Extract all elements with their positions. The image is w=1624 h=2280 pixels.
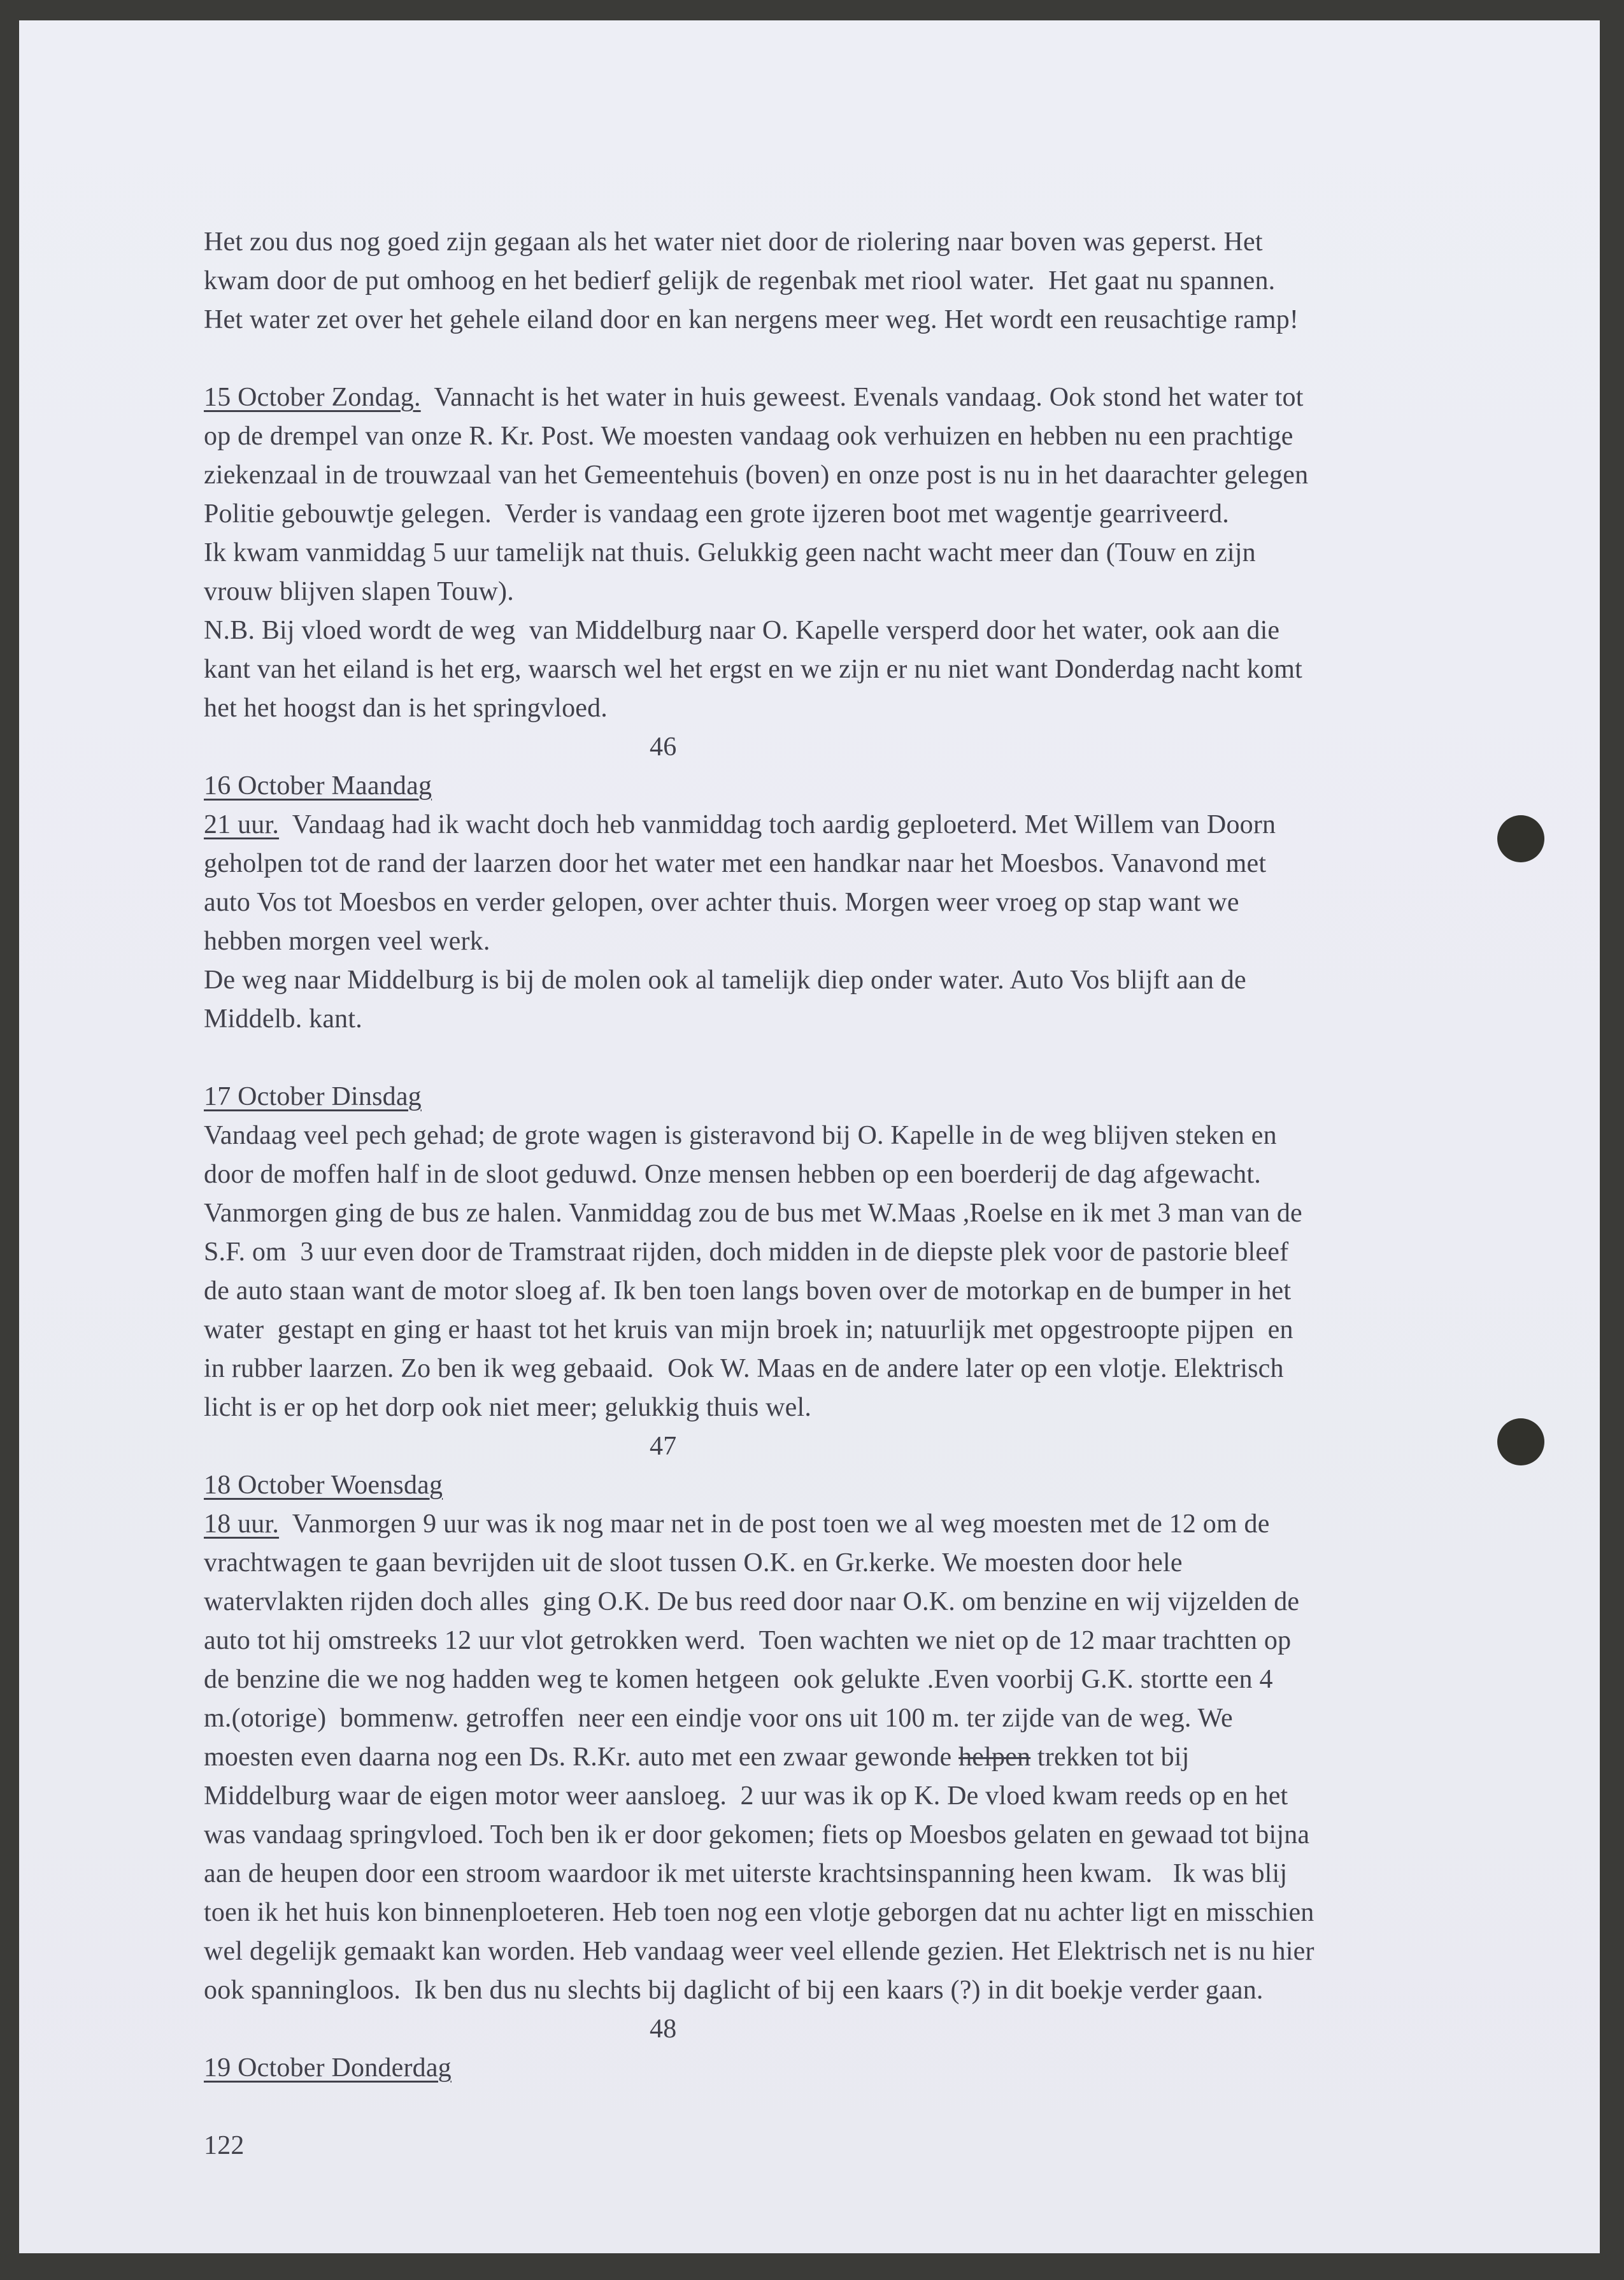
blank-line: [204, 2088, 1447, 2127]
text-segment: vrachtwagen te gaan bevrijden uit de sloot tussen O.K. en Gr.kerke. We moesten door hele: [204, 1548, 1183, 1578]
inline-page-number: [204, 1427, 1447, 1466]
text-segment: auto Vos tot Moesbos en verder gelopen, over achter thuis. Morgen weer vroeg op stap want we: [204, 888, 1239, 917]
text-segment: Middelburg waar de eigen motor weer aansloeg. 2 uur was ik op K. De vloed kwam reeds op en het: [204, 1781, 1288, 1811]
diary-line: [204, 806, 1447, 844]
text-segment: vrouw blijven slapen Touw).: [204, 577, 514, 606]
diary-line: [204, 767, 1447, 806]
diary-line: [204, 1388, 1447, 1427]
text-segment: Ik kwam vanmiddag 5 uur tamelijk nat thuis. Gelukkig geen nacht wacht meer dan (Touw en zijn: [204, 538, 1256, 567]
text-segment: Vandaag veel pech gehad; de grote wagen is gisteravond bij O. Kapelle in de weg blijven steken en: [204, 1121, 1277, 1150]
diary-line: [204, 961, 1447, 1000]
text-segment: op de drempel van onze R. Kr. Post. We moesten vandaag ook verhuizen en hebben nu een prachtige: [204, 422, 1293, 451]
diary-line: [204, 495, 1447, 534]
text-segment: Vannacht is het water in huis geweest. Evenals vandaag. Ook stond het water tot: [420, 383, 1304, 412]
diary-line: [204, 1738, 1447, 1777]
inline-page-number: [204, 728, 1447, 767]
text-segment: 48: [650, 2014, 677, 2044]
text-segment: Het water zet over het gehele eiland door en kan nergens meer weg. Het wordt een reusachtige ramp!: [204, 305, 1299, 334]
diary-line: [204, 844, 1447, 883]
diary-line: [204, 1272, 1447, 1311]
blank-line: [204, 1039, 1447, 1078]
entry-heading-underlined: 18 uur.: [204, 1509, 280, 1539]
diary-line: [204, 1855, 1447, 1893]
diary-line: [204, 1233, 1447, 1272]
diary-line: [204, 378, 1447, 417]
diary-line: [204, 456, 1447, 495]
text-segment: Vanmorgen ging de bus ze halen. Vanmiddag zou de bus met W.Maas ,Roelse en ik met 3 man van de: [204, 1199, 1302, 1228]
diary-line: [204, 1466, 1447, 1505]
text-segment: de auto staan want de motor sloeg af. Ik ben toen langs boven over de motorkap en de bumper in het: [204, 1276, 1292, 1306]
entry-heading-underlined: 17 October Dinsdag: [204, 1082, 422, 1111]
text-segment: door de moffen half in de sloot geduwd. Onze mensen hebben op een boerderij de dag afgewacht.: [204, 1160, 1261, 1189]
diary-line: [204, 223, 1447, 262]
diary-line: [204, 611, 1447, 650]
diary-line: [204, 1116, 1447, 1155]
text-segment: S.F. om 3 uur even door de Tramstraat rijden, doch midden in de diepste plek voor de pastorie bleef: [204, 1237, 1289, 1267]
inline-page-number: [204, 2010, 1447, 2049]
punch-hole-bottom-icon: [1497, 1418, 1544, 1465]
punch-hole-top-icon: [1497, 815, 1544, 862]
diary-line: [204, 650, 1447, 689]
text-segment: water gestapt en ging er haast tot het kruis van mijn broek in; natuurlijk met opgestroopte pijpen en: [204, 1315, 1293, 1344]
entry-heading-underlined: 21 uur.: [204, 810, 280, 839]
text-segment: licht is er op het dorp ook niet meer; gelukkig thuis wel.: [204, 1393, 812, 1422]
diary-line: [204, 1000, 1447, 1039]
diary-line: [204, 689, 1447, 728]
text-segment: Middelb. kant.: [204, 1004, 362, 1034]
text-segment: de benzine die we nog hadden weg te komen hetgeen ook gelukte .Even voorbij G.K. stortte een 4: [204, 1665, 1273, 1694]
diary-line: [204, 1311, 1447, 1350]
diary-line: [204, 2049, 1447, 2088]
text-segment: De weg naar Middelburg is bij de molen ook al tamelijk diep onder water. Auto Vos blijft aan de: [204, 965, 1246, 995]
diary-line: [204, 262, 1447, 301]
diary-line: [204, 1699, 1447, 1738]
text-segment: ziekenzaal in de trouwzaal van het Gemeentehuis (boven) en onze post is nu in het daarachter gelegen: [204, 460, 1309, 490]
diary-line: [204, 1893, 1447, 1932]
diary-line: [204, 573, 1447, 611]
diary-line: [204, 1621, 1447, 1660]
text-segment: het het hoogst dan is het springvloed.: [204, 694, 608, 723]
struck-through-text: helpen: [958, 1742, 1031, 1772]
entry-heading-underlined: 16 October Maandag: [204, 771, 432, 801]
document-page: [19, 20, 1600, 2253]
diary-line: [204, 1816, 1447, 1855]
diary-line: [204, 1350, 1447, 1388]
text-segment: 122: [204, 2131, 245, 2160]
text-segment: trekken tot bij: [1030, 1742, 1190, 1772]
text-segment: Vanmorgen 9 uur was ik nog maar net in de post toen we al weg moesten met de 12 om de: [279, 1509, 1270, 1539]
text-segment: geholpen tot de rand der laarzen door het water met een handkar naar het Moesbos. Vanavond met: [204, 849, 1267, 878]
diary-line: [204, 922, 1447, 961]
diary-line: [204, 1583, 1447, 1621]
diary-line: [204, 1544, 1447, 1583]
diary-line: [204, 534, 1447, 573]
diary-line: [204, 417, 1447, 456]
text-segment: was vandaag springvloed. Toch ben ik er door gekomen; fiets op Moesbos gelaten en gewaad tot bijna: [204, 1820, 1310, 1849]
entry-heading-underlined: 15 October Zondag.: [204, 383, 421, 412]
text-segment: hebben morgen veel werk.: [204, 927, 490, 956]
text-segment: ook spanningloos. Ik ben dus nu slechts bij daglicht of bij een kaars (?) in dit boekje verder gaan.: [204, 1976, 1264, 2005]
text-segment: kant van het eiland is het erg, waarsch wel het ergst en we zijn er nu niet want Donderdag nacht komt: [204, 655, 1302, 684]
text-segment: toen ik het huis kon binnenploeteren. Heb toen nog een vlotje geborgen dat nu achter ligt en misschien: [204, 1898, 1314, 1927]
page-number-footer: [204, 2127, 1447, 2165]
diary-line: [204, 1777, 1447, 1816]
blank-line: [204, 339, 1447, 378]
text-segment: m.(otorige) bommenw. getroffen neer een eindje voor ons uit 100 m. ter zijde van de weg. We: [204, 1704, 1233, 1733]
text-segment: kwam door de put omhoog en het bedierf gelijk de regenbak met riool water. Het gaat nu spannen.: [204, 266, 1276, 296]
text-segment: Vandaag had ik wacht doch heb vanmiddag toch aardig geploeterd. Met Willem van Doorn: [279, 810, 1276, 839]
diary-line: [204, 1932, 1447, 1971]
text-segment: 46: [650, 732, 677, 762]
text-segment: 47: [650, 1432, 677, 1461]
diary-line: [204, 301, 1447, 339]
entry-heading-underlined: 18 October Woensdag: [204, 1471, 443, 1500]
text-segment: watervlakten rijden doch alles ging O.K. De bus reed door naar O.K. om benzine en wij vijzelden de: [204, 1587, 1300, 1616]
text-segment: moesten even daarna nog een Ds. R.Kr. auto met een zwaar gewonde: [204, 1742, 959, 1772]
text-segment: N.B. Bij vloed wordt de weg van Middelburg naar O. Kapelle versperd door het water, ook aan die: [204, 616, 1280, 645]
diary-line: [204, 1155, 1447, 1194]
text-segment: aan de heupen door een stroom waardoor ik met uiterste krachtsinspanning heen kwam. Ik was blij: [204, 1859, 1288, 1888]
text-segment: in rubber laarzen. Zo ben ik weg gebaaid. Ook W. Maas en de andere later op een vlotje. Elektrisch: [204, 1354, 1284, 1383]
diary-line: [204, 1078, 1447, 1116]
text-segment: Politie gebouwtje gelegen. Verder is vandaag een grote ijzeren boot met wagentje gearriveerd.: [204, 499, 1229, 529]
text-segment: Het zou dus nog goed zijn gegaan als het water niet door de riolering naar boven was geperst. Het: [204, 227, 1263, 257]
diary-line: [204, 1194, 1447, 1233]
diary-line: [204, 883, 1447, 922]
entry-heading-underlined: 19 October Donderdag: [204, 2053, 452, 2083]
diary-line: [204, 1505, 1447, 1544]
diary-line: [204, 1971, 1447, 2010]
text-segment: wel degelijk gemaakt kan worden. Heb vandaag weer veel ellende gezien. Het Elektrisch net is nu hier: [204, 1937, 1314, 1966]
text-segment: auto tot hij omstreeks 12 uur vlot getrokken werd. Toen wachten we niet op de 12 maar trachtten op: [204, 1626, 1292, 1655]
diary-line: [204, 1660, 1447, 1699]
diary-text-block: [19, 20, 1600, 2165]
